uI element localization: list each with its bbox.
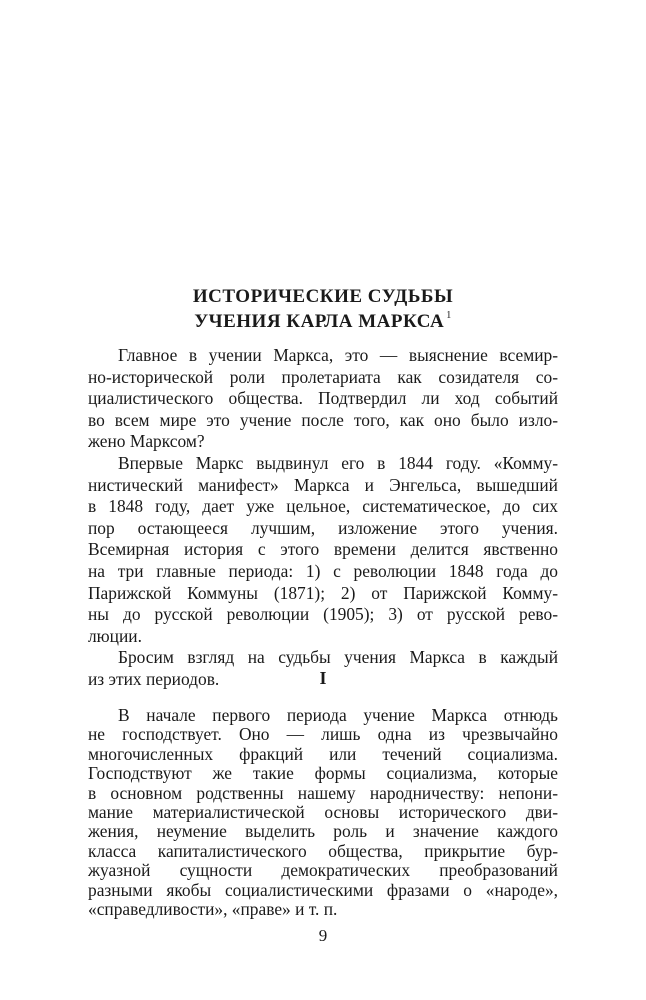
- text-line: во всем мире это учение после того, как оно было изло-: [88, 409, 558, 430]
- text-line: жуазной сущности демократических преобразований: [88, 860, 558, 881]
- section-text: [88, 706, 558, 919]
- text-line: Бросим взгляд на судьбы учения Маркса в каждый: [118, 647, 558, 668]
- text-line: из этих периодов.: [88, 668, 220, 689]
- text-line: Всемирная история с этого времени делится явственно: [88, 539, 558, 560]
- text-line: в основном родственны нашему народничеству: непони-: [88, 782, 558, 803]
- text-line: но-исторической роли пролетариата как созидателя со-: [88, 366, 558, 387]
- intro-text: [88, 345, 558, 691]
- text-line: не господствует. Оно — лишь одна из чрезвычайно: [88, 724, 558, 745]
- text-line: Парижской Коммуны (1871); 2) от Парижской Комму-: [88, 582, 558, 603]
- chapter-title-line-2: [0, 311, 646, 333]
- text-line: «справедливости», «праве» и т. п.: [88, 899, 338, 920]
- text-line: нистический манифест» Маркса и Энгельса, вышедший: [88, 474, 558, 495]
- text-line: люции.: [88, 625, 142, 646]
- text-line: жено Марксом?: [88, 431, 205, 452]
- text-line: циалистического общества. Подтвердил ли ход событий: [88, 388, 558, 409]
- text-line: многочисленных фракций или течений социализма.: [88, 743, 558, 764]
- text-line: в 1848 году, дает уже цельное, систематическое, до сих: [88, 496, 558, 517]
- text-line: мание материалистической основы исторического дви-: [88, 802, 558, 823]
- text-line: Впервые Маркс выдвинул его в 1844 году. «Комму-: [118, 452, 558, 473]
- chapter-title-text: УЧЕНИЯ КАРЛА МАРКСА: [194, 311, 445, 332]
- footnote-mark: 1: [446, 310, 452, 321]
- text-line: жения, неумение выделить роль и значение каждого: [88, 821, 558, 842]
- section-numeral: I: [319, 668, 327, 688]
- text-line: Главное в учении Маркса, это — выяснение всемир-: [118, 345, 558, 365]
- chapter-title-line-1: ИСТОРИЧЕСКИЕ СУДЬБЫ: [192, 286, 454, 307]
- page-number: 9: [318, 926, 328, 945]
- text-line: разными якобы социалистическими фразами о «народе»,: [88, 879, 558, 900]
- text-line: пор остающееся лучшим, изложение этого учения.: [88, 517, 558, 538]
- text-line: класса капиталистического общества, прикрытие бур-: [88, 840, 558, 861]
- text-line: ны до русской революции (1905); 3) от русской рево-: [88, 604, 558, 625]
- text-line: на три главные периода: 1) с революции 1848 года до: [88, 560, 558, 581]
- text-line: В начале первого периода учение Маркса отнюдь: [118, 705, 558, 725]
- text-line: Господствуют же такие формы социализма, которые: [88, 763, 558, 784]
